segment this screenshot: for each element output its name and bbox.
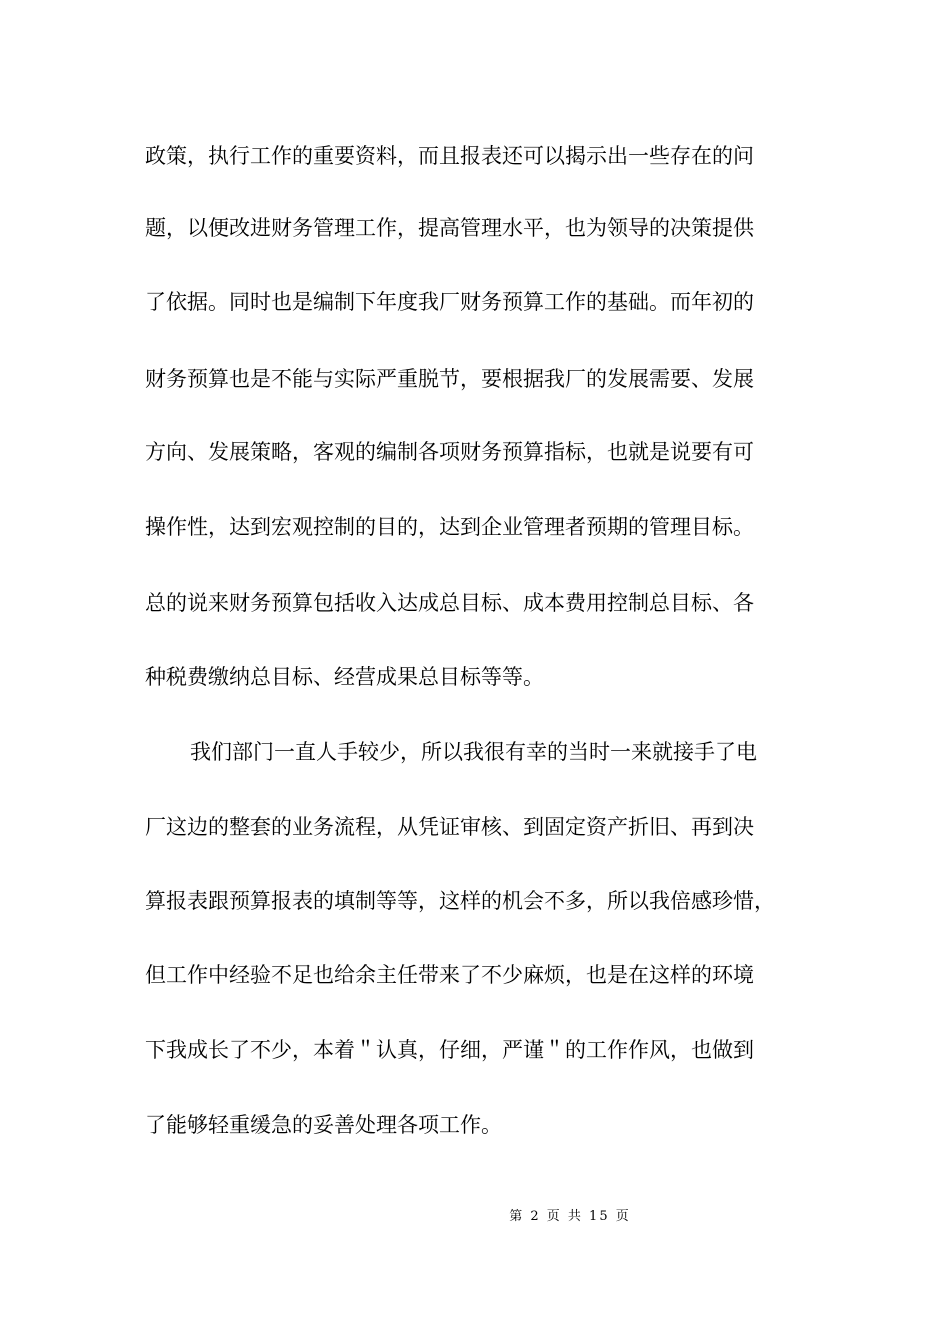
paragraph-first-line: 我们部门一直人手较少，所以我很有幸的当时一来就接手了电 bbox=[190, 740, 757, 764]
text-line: 方向、发展策略，客观的编制各项财务预算指标，也就是说要有可 bbox=[145, 440, 754, 464]
text-line: 了依据。同时也是编制下年度我厂财务预算工作的基础。而年初的 bbox=[145, 290, 754, 314]
text-line: 下我成长了不少，本着＂认真，仔细，严谨＂的工作作风，也做到 bbox=[145, 1038, 754, 1062]
text-line: 厂这边的整套的业务流程，从凭证审核、到固定资产折旧、再到决 bbox=[145, 815, 754, 839]
text-line: 总的说来财务预算包括收入达成总目标、成本费用控制总目标、各 bbox=[145, 591, 754, 615]
text-line: 但工作中经验不足也给余主任带来了不少麻烦，也是在这样的环境 bbox=[145, 963, 754, 987]
text-line: 种税费缴纳总目标、经营成果总目标等等。 bbox=[145, 665, 544, 689]
text-line: 财务预算也是不能与实际严重脱节，要根据我厂的发展需要、发展 bbox=[145, 367, 754, 391]
text-line: 政策，执行工作的重要资料，而且报表还可以揭示出一些存在的问 bbox=[145, 144, 754, 168]
text-line: 算报表跟预算报表的填制等等，这样的机会不多，所以我倍感珍惜， bbox=[145, 889, 775, 913]
text-line: 操作性，达到宏观控制的目的，达到企业管理者预期的管理目标。 bbox=[145, 515, 754, 539]
text-line: 了能够轻重缓急的妥善处理各项工作。 bbox=[145, 1113, 502, 1137]
text-line: 题，以便改进财务管理工作，提高管理水平，也为领导的决策提供 bbox=[145, 216, 754, 240]
page-number-footer: 第 2 页 共 15 页 bbox=[509, 1209, 631, 1224]
